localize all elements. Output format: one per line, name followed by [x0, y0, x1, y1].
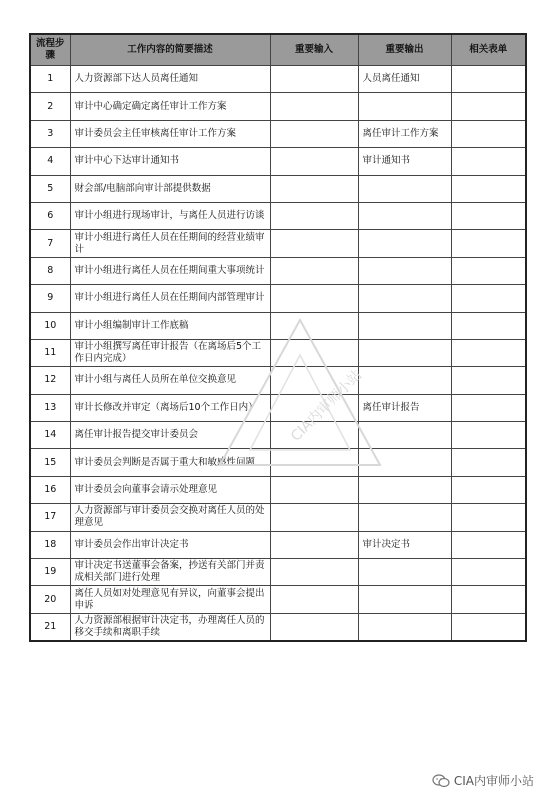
description-cell: 审计委员会作出审计决定书 [70, 531, 270, 558]
table-row [30, 66, 526, 93]
forms-cell [451, 586, 526, 613]
table-row [30, 175, 526, 202]
step-number-cell: 10 [30, 312, 70, 339]
output-cell: 审计决定书 [358, 531, 451, 558]
forms-cell [451, 531, 526, 558]
step-number-cell: 20 [30, 586, 70, 613]
input-cell [270, 531, 358, 558]
table-row [30, 230, 526, 257]
forms-cell [451, 66, 526, 93]
input-cell [270, 586, 358, 613]
description-cell: 审计小组进行离任人员在任期间重大事项统计 [70, 257, 270, 284]
step-number-cell: 12 [30, 367, 70, 394]
forms-cell [451, 613, 526, 641]
output-cell [358, 422, 451, 449]
step-number-cell: 5 [30, 175, 70, 202]
forms-cell [451, 504, 526, 531]
header-output: 重要输出 [358, 34, 451, 66]
step-number-cell: 2 [30, 93, 70, 120]
step-number-cell: 17 [30, 504, 70, 531]
table-row [30, 285, 526, 312]
table-row [30, 422, 526, 449]
forms-cell [451, 202, 526, 229]
output-cell [358, 202, 451, 229]
description-cell: 审计小组进行现场审计，与离任人员进行访谈 [70, 202, 270, 229]
forms-cell [451, 93, 526, 120]
header-step: 流程步骤 [30, 34, 70, 66]
table-row [30, 531, 526, 558]
input-cell [270, 285, 358, 312]
forms-cell [451, 148, 526, 175]
table-body [30, 66, 526, 642]
input-cell [270, 312, 358, 339]
forms-cell [451, 422, 526, 449]
forms-cell [451, 120, 526, 147]
input-cell [270, 504, 358, 531]
table-row [30, 586, 526, 613]
output-cell [358, 586, 451, 613]
table-row [30, 367, 526, 394]
header-description: 工作内容的简要描述 [70, 34, 270, 66]
input-cell [270, 93, 358, 120]
output-cell [358, 476, 451, 503]
footer-brand [432, 772, 534, 789]
output-cell [358, 613, 451, 641]
output-cell [358, 285, 451, 312]
input-cell [270, 66, 358, 93]
output-cell [358, 504, 451, 531]
table-row [30, 449, 526, 476]
output-cell [358, 339, 451, 366]
table-header-row [30, 34, 526, 66]
input-cell [270, 202, 358, 229]
step-number-cell: 1 [30, 66, 70, 93]
table-row [30, 559, 526, 586]
process-table [29, 33, 527, 642]
forms-cell [451, 230, 526, 257]
output-cell: 审计通知书 [358, 148, 451, 175]
forms-cell [451, 476, 526, 503]
table-row [30, 613, 526, 641]
forms-cell [451, 367, 526, 394]
forms-cell [451, 257, 526, 284]
step-number-cell: 13 [30, 394, 70, 421]
output-cell [358, 449, 451, 476]
table-row [30, 476, 526, 503]
output-cell [358, 230, 451, 257]
table-row [30, 202, 526, 229]
description-cell: 审计决定书送董事会备案，抄送有关部门并责成相关部门进行处理 [70, 559, 270, 586]
input-cell [270, 230, 358, 257]
description-cell: 财会部/电脑部向审计部提供数据 [70, 175, 270, 202]
footer-label: CIA内审师小站 [453, 774, 534, 788]
forms-cell [451, 394, 526, 421]
description-cell: 人力资源部下达人员离任通知 [70, 66, 270, 93]
description-cell: 离任审计报告提交审计委员会 [70, 422, 270, 449]
description-cell: 人力资源部与审计委员会交换对离任人员的处理意见 [70, 504, 270, 531]
header-input: 重要输入 [270, 34, 358, 66]
output-cell [358, 559, 451, 586]
watermark-text: CIA内审师小站 [287, 367, 366, 445]
step-number-cell: 8 [30, 257, 70, 284]
description-cell: 审计小组与离任人员所在单位交换意见 [70, 367, 270, 394]
table-row [30, 93, 526, 120]
table-row [30, 339, 526, 366]
forms-cell [451, 449, 526, 476]
input-cell [270, 339, 358, 366]
forms-cell [451, 175, 526, 202]
input-cell [270, 120, 358, 147]
step-number-cell: 6 [30, 202, 70, 229]
description-cell: 离任人员如对处理意见有异议，向董事会提出申诉 [70, 586, 270, 613]
wechat-icon [432, 774, 450, 788]
output-cell [358, 367, 451, 394]
description-cell: 审计委员会判断是否属于重大和敏感性问题 [70, 449, 270, 476]
step-number-cell: 18 [30, 531, 70, 558]
output-cell [358, 93, 451, 120]
description-cell: 人力资源部根据审计决定书，办理离任人员的移交手续和离职手续 [70, 613, 270, 641]
table-row [30, 394, 526, 421]
step-number-cell: 21 [30, 613, 70, 641]
input-cell [270, 559, 358, 586]
input-cell [270, 394, 358, 421]
description-cell: 审计委员会主任审核离任审计工作方案 [70, 120, 270, 147]
table-row [30, 148, 526, 175]
description-cell: 审计中心确定确定离任审计工作方案 [70, 93, 270, 120]
step-number-cell: 19 [30, 559, 70, 586]
input-cell [270, 476, 358, 503]
forms-cell [451, 339, 526, 366]
input-cell [270, 175, 358, 202]
table-row [30, 120, 526, 147]
description-cell: 审计长修改并审定（离场后10个工作日内） [70, 394, 270, 421]
description-cell: 审计小组进行离任人员在任期间内部管理审计 [70, 285, 270, 312]
input-cell [270, 257, 358, 284]
forms-cell [451, 312, 526, 339]
input-cell [270, 367, 358, 394]
forms-cell [451, 559, 526, 586]
step-number-cell: 14 [30, 422, 70, 449]
description-cell: 审计小组进行离任人员在任期间的经营业绩审计 [70, 230, 270, 257]
step-number-cell: 15 [30, 449, 70, 476]
output-cell [358, 257, 451, 284]
forms-cell [451, 285, 526, 312]
step-number-cell: 9 [30, 285, 70, 312]
output-cell: 离任审计报告 [358, 394, 451, 421]
description-cell: 审计委员会向董事会请示处理意见 [70, 476, 270, 503]
step-number-cell: 4 [30, 148, 70, 175]
description-cell: 审计小组撰写离任审计报告（在离场后5个工作日内完成） [70, 339, 270, 366]
output-cell: 离任审计工作方案 [358, 120, 451, 147]
output-cell [358, 175, 451, 202]
input-cell [270, 613, 358, 641]
step-number-cell: 7 [30, 230, 70, 257]
input-cell [270, 148, 358, 175]
step-number-cell: 16 [30, 476, 70, 503]
input-cell [270, 449, 358, 476]
table-row [30, 504, 526, 531]
input-cell [270, 422, 358, 449]
header-forms: 相关表单 [451, 34, 526, 66]
table-row [30, 257, 526, 284]
step-number-cell: 11 [30, 339, 70, 366]
output-cell [358, 312, 451, 339]
description-cell: 审计中心下达审计通知书 [70, 148, 270, 175]
step-number-cell: 3 [30, 120, 70, 147]
output-cell: 人员离任通知 [358, 66, 451, 93]
table-row [30, 312, 526, 339]
description-cell: 审计小组编制审计工作底稿 [70, 312, 270, 339]
